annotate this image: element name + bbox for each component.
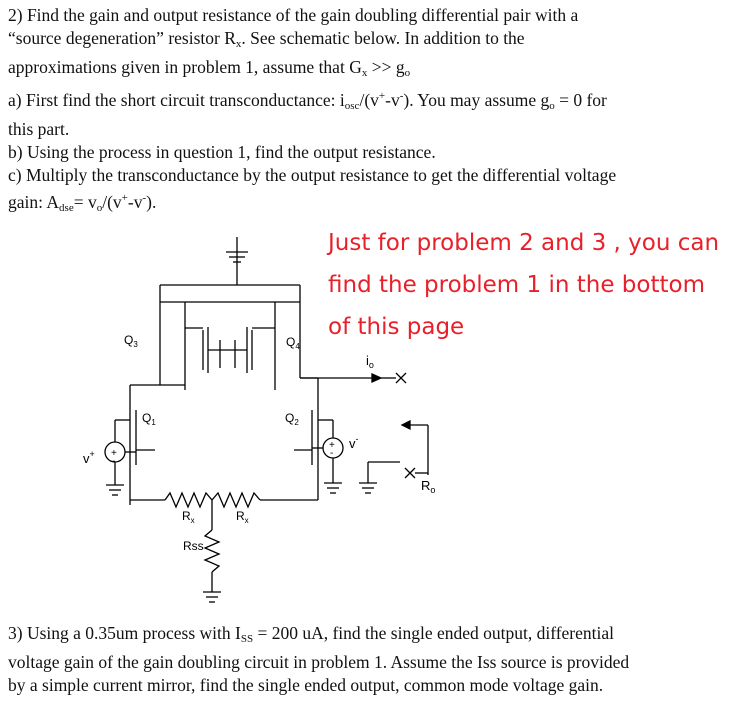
rx2-resistor-icon	[212, 493, 260, 507]
problem-2-text	[8, 4, 744, 220]
problem-3-line-2: voltage gain of the gain doubling circuit in problem 1. Assume the Iss source is provided	[8, 652, 630, 672]
problem-2-part-c: c) Multiply the transconductance by the output resistance to get the differential voltage	[8, 165, 617, 185]
q3-label: $Q_3$	[124, 333, 138, 349]
problem-3-text	[8, 622, 748, 697]
note-line-1: Just for problem 2 and 3 , you can	[328, 230, 720, 256]
note-line-3: of this page	[328, 314, 465, 340]
ro-label: $R_o$	[421, 478, 436, 495]
vminus-plus-sign: +	[329, 440, 335, 451]
vplus-minus-sign: -	[112, 456, 116, 467]
io-label: $i_o$	[366, 353, 374, 370]
problem-3-line-3: by a simple current mirror, find the single ended output, common mode voltage gain.	[8, 675, 604, 695]
note-line-2: find the problem 1 in the bottom	[328, 272, 705, 298]
rss-resistor-icon	[205, 530, 219, 572]
problem-2-line-1: 2) Find the gain and output resistance of the gain doubling differential pair with a	[8, 5, 579, 25]
ro-arrow-icon	[402, 421, 410, 429]
problem-2-part-c-cont: gain: $A_{dse}= v_o/(v^+-v^-)$.	[8, 192, 157, 214]
problem-3-line-1: 3) Using a 0.35um process with $I_{SS} = 200$ uA, find the single ended output, differential	[8, 623, 615, 645]
rss-label: Rss	[183, 539, 204, 553]
vminus-label: v-	[349, 434, 359, 451]
q4-label: $Q_4$	[286, 335, 300, 351]
vplus-label: v+	[83, 449, 95, 466]
io-arrow-icon	[372, 374, 381, 382]
rx1-label: $R_x$	[182, 509, 195, 525]
q2-label: $Q_2$	[285, 411, 299, 427]
problem-2-part-a-cont: this part.	[8, 119, 70, 139]
q1-label: $Q_1$	[142, 411, 156, 427]
ro-x-terminal-icon	[405, 468, 415, 478]
gain-doubling-diff-pair-schematic	[0, 200, 750, 620]
problem-2-line-3: approximations given in problem 1, assume that $G_x >> g_o$	[8, 57, 411, 79]
rx1-resistor-icon	[165, 493, 212, 507]
problem-2-part-a: a) First find the short circuit transconductance: $i_{osc}/(v^+-v^-)$. You may assume $g_o = 0$ for	[8, 90, 607, 112]
vminus-minus-sign: -	[330, 448, 334, 459]
vplus-plus-sign: +	[111, 448, 117, 459]
io-x-terminal-icon	[396, 373, 406, 383]
problem-2-part-b: b) Using the process in question 1, find the output resistance.	[8, 142, 436, 162]
rx2-label: $R_x$	[236, 509, 249, 525]
problem-2-line-2: “source degeneration” resistor $R_x$. See schematic below. In addition to the	[8, 28, 525, 50]
